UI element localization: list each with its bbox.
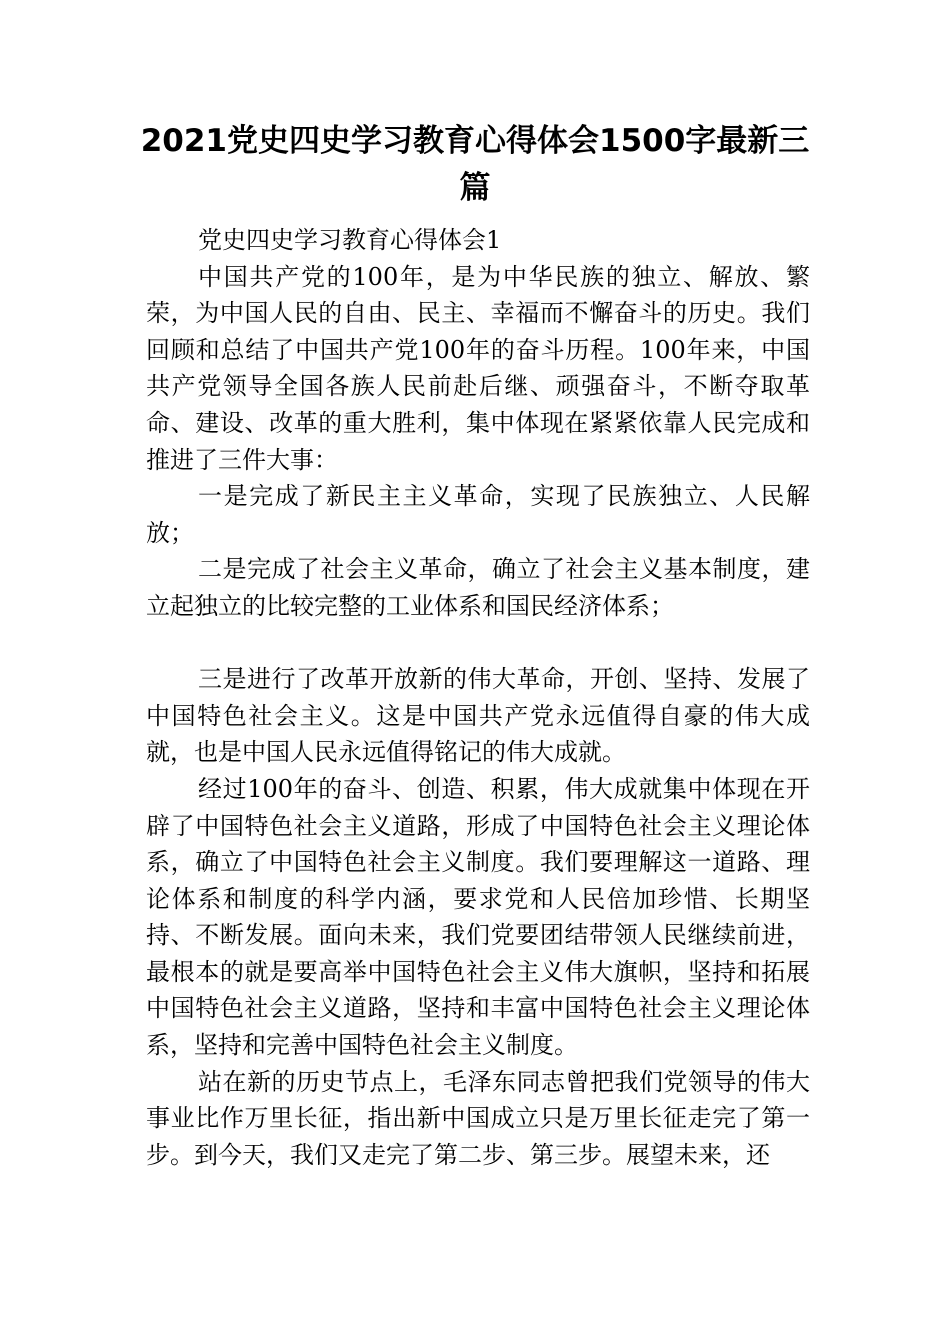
document-title: 2021党史四史学习教育心得体会1500字最新三篇 [140,123,810,206]
paragraph-1: 中国共产党的100年，是为中华民族的独立、解放、繁荣，为中国人民的自由、民主、幸福而不懈奋斗的历史。我们回顾和总结了中国共产党100年的奋斗历程。100年来，中国共产党领导全国各族人民前赴后继、顽强奋斗，不断夺取革命、建设、改革的重大胜利，集中体现在紧紧依靠人民完成和推进了三件大事： [146,262,810,474]
paragraph-6: 站在新的历史节点上，毛泽东同志曾把我们党领导的伟大事业比作万里长征，指出新中国成立只是万里长征走完了第一步。到今天，我们又走完了第二步、第三步。展望未来，还 [146,1067,810,1169]
paragraph-5: 经过100年的奋斗、创造、积累，伟大成就集中体现在开辟了中国特色社会主义道路，形成了中国特色社会主义理论体系，确立了中国特色社会主义制度。我们要理解这一道路、理论体系和制度的科学内涵，要求党和人民倍加珍惜、长期坚持、不断发展。面向未来，我们党要团结带领人民继续前进，最根本的就是要高举中国特色社会主义伟大旗帜，坚持和拓展中国特色社会主义道路，坚持和丰富中国特色社会主义理论体系，坚持和完善中国特色社会主义制度。 [146,774,810,1060]
paragraph-4: 三是进行了改革开放新的伟大革命，开创、坚持、发展了中国特色社会主义。这是中国共产党永远值得自豪的伟大成就，也是中国人民永远值得铭记的伟大成就。 [146,665,810,767]
document-body [146,222,810,1173]
paragraph-3: 二是完成了社会主义革命，确立了社会主义基本制度，建立起独立的比较完整的工业体系和国民经济体系； [146,555,810,620]
section-subheading: 党史四史学习教育心得体会1 [198,226,502,254]
paragraph-2: 一是完成了新民主主义革命，实现了民族独立、人民解放； [146,482,810,547]
